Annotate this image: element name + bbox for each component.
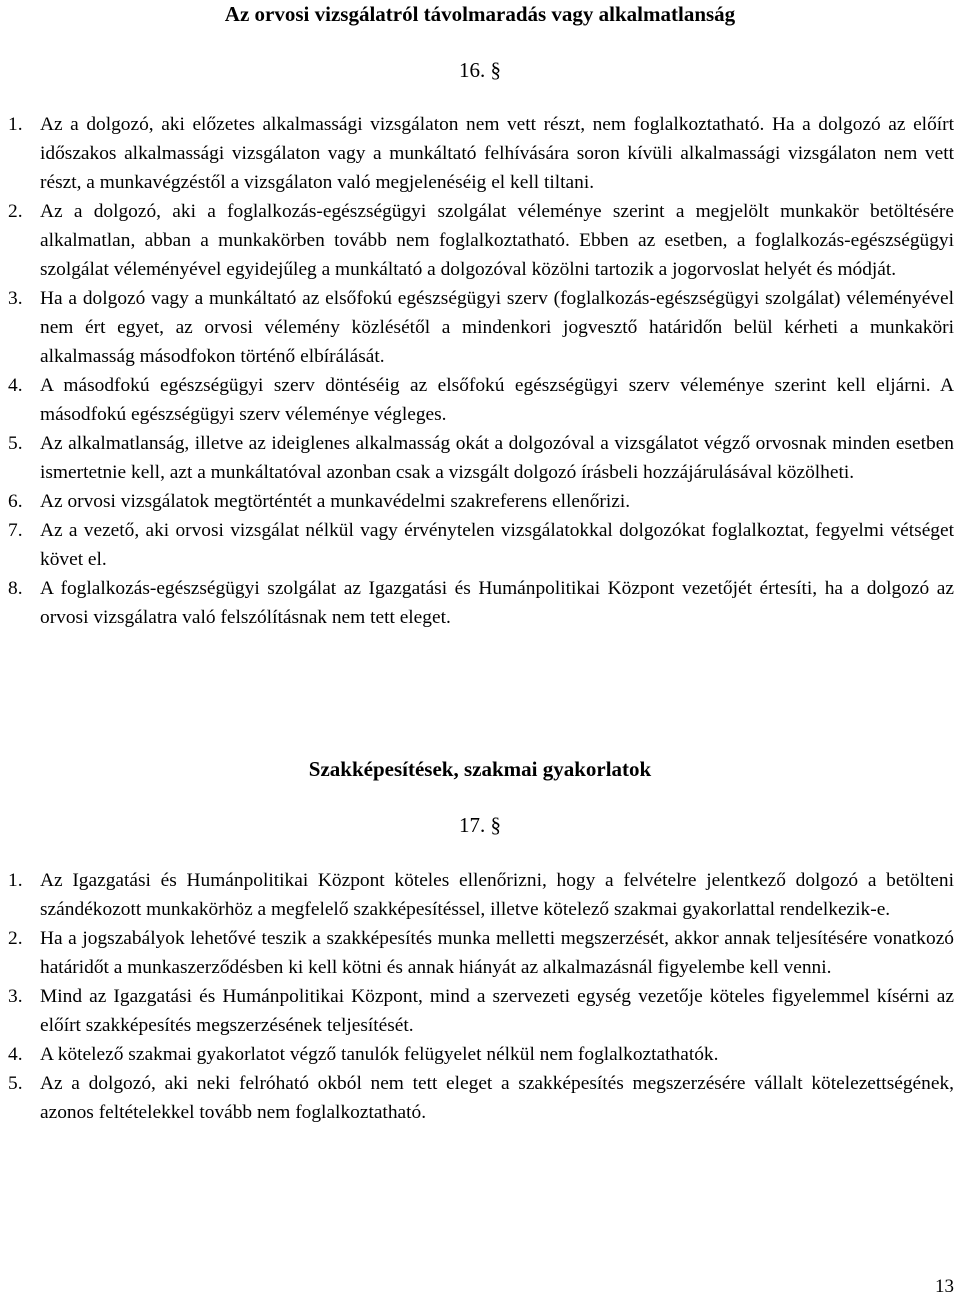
item-text: Az a dolgozó, aki a foglalkozás-egészségügyi szolgálat véleménye szerint a megjelölt munkakör betöltésére alkalmatlan, abban a munkakörben tovább nem foglalkoztatható. Ebben az esetben, a foglalkozás-egészségügyi szolgálat véleményével egyidejűleg a munkáltató a dolgozóval közölni tartozik a jogorvoslat helyét és módját.: [40, 201, 954, 280]
item-number: 4.: [8, 1044, 23, 1065]
item-text: Az orvosi vizsgálatok megtörténtét a munkavédelmi szakreferens ellenőrizi.: [40, 491, 631, 512]
rules-list: [8, 866, 954, 1127]
item-text: Az a dolgozó, aki neki felróható okból nem tett eleget a szakképesítés megszerzésére vállalt kötelezettségének, azonos feltételekkel tovább nem foglalkoztatható.: [40, 1073, 954, 1123]
item-text: Az Igazgatási és Humánpolitikai Központ köteles ellenőrizni, hogy a felvételre jelentkező dolgozó a betölteni szándékozott munkakörhöz a megfelelő szakképesítéssel, illetve kötelező szakmai gyakorlattal rendelkezik-e.: [40, 870, 954, 920]
list-item: [8, 516, 954, 574]
list-item: [8, 574, 954, 632]
list-item: [8, 1040, 954, 1069]
item-text: Ha a dolgozó vagy a munkáltató az elsőfokú egészségügyi szerv (foglalkozás-egészségügyi szolgálat) véleményével nem ért egyet, az orvosi vélemény közlésétől a mindenkori jogvesztő határidőn belül kérheti a munkaköri alkalmasság másodfokon történő elbírálását.: [40, 288, 954, 367]
item-number: 3.: [8, 986, 23, 1007]
item-number: 7.: [8, 520, 23, 541]
item-text: Ha a jogszabályok lehetővé teszik a szakképesítés munka melletti megszerzését, akkor annak teljesítésére vonatkozó határidőt a munkaszerződésben ki kell kötni és annak hiányát az alkalmazásnál figyelembe kell venni.: [40, 928, 954, 978]
list-item: [8, 371, 954, 429]
item-text: Az a dolgozó, aki előzetes alkalmassági vizsgálaton nem vett részt, nem foglalkoztatható. Ha a dolgozó az előírt időszakos alkalmassági vizsgálaton vagy a munkáltató felhívására soron kívüli alkalmassági vizsgálaton nem vett részt, a munkavégzéstől a vizsgálaton való megjelenéséig el kell tiltani.: [40, 114, 954, 193]
page-number: 13: [935, 1276, 954, 1297]
list-item: [8, 982, 954, 1040]
list-item: [8, 866, 954, 924]
item-number: 3.: [8, 288, 23, 309]
item-number: 2.: [8, 928, 23, 949]
item-number: 4.: [8, 375, 23, 396]
paragraph-number: 16. §: [459, 58, 501, 82]
item-text: Az a vezető, aki orvosi vizsgálat nélkül vagy érvénytelen vizsgálatokkal dolgozókat foglalkoztat, fegyelmi vétséget követ el.: [40, 520, 954, 570]
item-number: 1.: [8, 870, 23, 891]
item-number: 8.: [8, 578, 23, 599]
item-text: Mind az Igazgatási és Humánpolitikai Központ, mind a szervezeti egység vezetője köteles figyelemmel kísérni az előírt szakképesítés megszerzésének teljesítését.: [40, 986, 954, 1036]
rules-list: [8, 110, 954, 632]
item-number: 1.: [8, 114, 23, 135]
section-title: Szakképesítések, szakmai gyakorlatok: [308, 757, 652, 781]
item-text: A foglalkozás-egészségügyi szolgálat az Igazgatási és Humánpolitikai Központ vezetőjét értesíti, ha a dolgozó az orvosi vizsgálatra való felszólításnak nem tett eleget.: [40, 578, 954, 628]
list-item: [8, 924, 954, 982]
item-number: 2.: [8, 201, 23, 222]
list-item: [8, 487, 954, 516]
list-item: [8, 284, 954, 371]
item-number: 5.: [8, 433, 23, 454]
section-title: Az orvosi vizsgálatról távolmaradás vagy alkalmatlanság: [224, 2, 736, 26]
item-text: A másodfokú egészségügyi szerv döntéséig az elsőfokú egészségügyi szerv véleménye szerint kell eljárni. A másodfokú egészségügyi szerv véleménye végleges.: [40, 375, 954, 425]
item-number: 5.: [8, 1073, 23, 1094]
list-item: [8, 429, 954, 487]
item-text: A kötelező szakmai gyakorlatot végző tanulók felügyelet nélkül nem foglalkoztathatók.: [40, 1044, 719, 1065]
item-text: Az alkalmatlanság, illetve az ideiglenes alkalmasság okát a dolgozóval a vizsgálatot végző orvosnak minden esetben ismertetnie kell, azt a munkáltatóval azonban csak a vizsgált dolgozó írásbeli hozzájárulásával közölheti.: [40, 433, 954, 483]
list-item: [8, 197, 954, 284]
paragraph-number: 17. §: [459, 813, 501, 837]
item-number: 6.: [8, 491, 23, 512]
list-item: [8, 110, 954, 197]
list-item: [8, 1069, 954, 1127]
